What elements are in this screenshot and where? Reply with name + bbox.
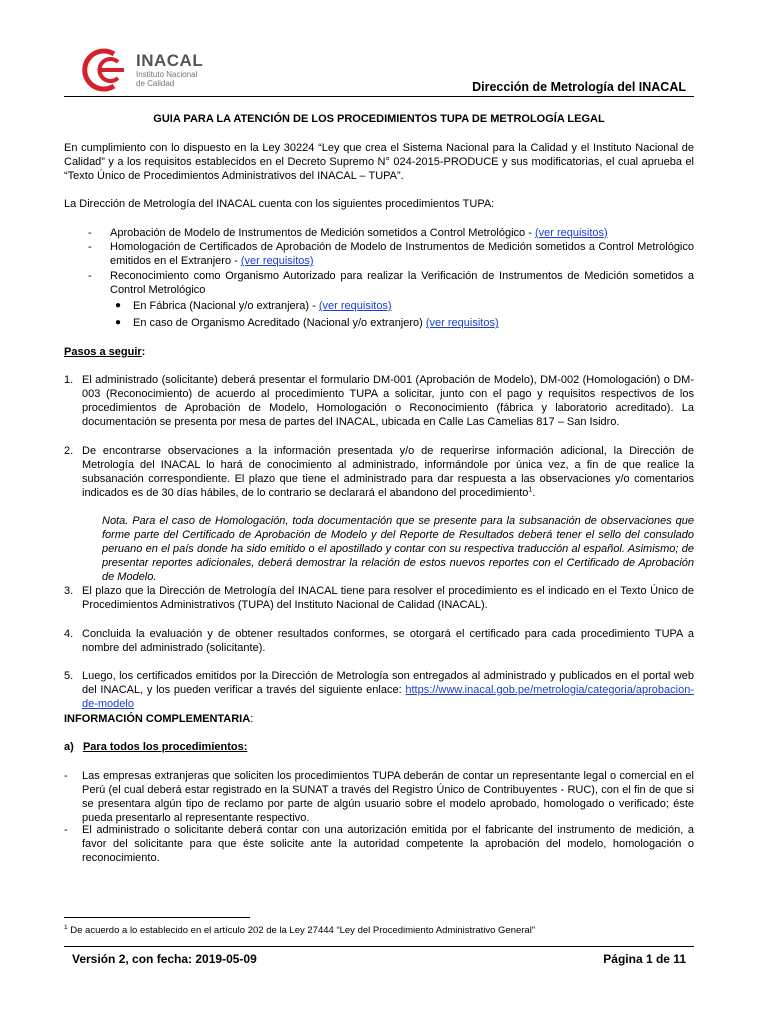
procedures-list [0,226,768,336]
procedure-item: Aprobación de Modelo de Instrumentos de Medición sometidos a Control Metrológico - (ver requisitos) [110,227,608,239]
page-number: Página 1 de 11 [603,952,686,966]
logo-name: INACAL [136,51,204,70]
procedure-item: Reconocimiento como Organismo Autorizado para realizar la Verificación de Instrumentos de Medición sometidos a Control Metrológico [110,270,694,296]
step-text: Luego, los certificados emitidos por la Dirección de Metrología son entregados al administrado y publicados en el portal web del INACAL, y los pueden verificar a través del siguiente enlace: https://www.inacal.gob.pe/metrologia/categoria/aprobacion-de-modelo [82,670,694,710]
list-dash: - [88,270,92,282]
list-dash: - [88,241,92,253]
homologation-note: Nota. Para el caso de Homologación, toda documentación que se presente para la subsanación de observaciones que forme parte del Certificado de Aprobación de Modelo y del Reporte de Resultados deberá tener el sello del consulado peruano en el país donde ha sido emitido o el apostillado y contar con su respectiva traducción al español. Asimismo; de presentar reportes adicionales, deberá demostrar la relación de estos nuevos reportes con el Certificado de Aprobación de Modelo. [102,515,694,583]
step-number: 1. [64,374,74,386]
sub-procedure-item: En caso de Organismo Acreditado (Nacional y/o extranjero) (ver requisitos) [133,317,499,329]
procedures-intro: La Dirección de Metrología del INACAL cuenta con los siguientes procedimientos TUPA: [64,198,495,210]
list-dash: - [88,227,92,239]
procedure-item: Homologación de Certificados de Aprobación de Modelo de Instrumentos de Medición sometidos a Control Metrológico emitidos en el Extranjero - (ver requisitos) [110,241,694,267]
step-number: 4. [64,628,74,640]
requirements-link[interactable]: (ver requisitos) [318,300,392,312]
step-text: De encontrarse observaciones a la información presentada y/o de requerirse información adicional, la Dirección de Metrología del INACAL lo hará de conocimiento al administrado, informándole por única vez, a fin de que realice la subsanación correspondiente. El plazo que tiene el administrado para dar respuesta a las observaciones y/o comentarios indicados es de 30 días hábiles, de lo contrario se declarará el abandono del procedimiento$^1$. [82,445,694,499]
logo-subtitle: Instituto Nacional [136,70,198,79]
requirements-link[interactable]: (ver requisitos) [425,317,499,329]
step-text: Concluida la evaluación y de obtener resultados conformes, se otorgará el certificado para cada procedimiento TUPA a nombre del administrado (solicitante). [82,628,694,654]
step-text: El plazo que la Dirección de Metrología del INACAL tiene para resolver el procedimiento es el indicado en el Texto Único de Procedimientos Administrativos (TUPA) del Instituto Nacional de Calidad (INACAL). [82,585,694,611]
step-text: El administrado (solicitante) deberá presentar el formulario DM-001 (Aprobación de Modelo), DM-002 (Homologación) o DM-003 (Reconocimiento) de acuerdo al procedimiento TUPA a solicitar, junto con el pago y requisitos respectivos de los procedimientos de Aprobación de Modelo, Homologación o Reconocimiento (fábrica y laboratorio acreditado). La documentación se presenta por mesa de partes del INACAL, ubicada en Calle Las Camelias 817 – San Isidro. [82,374,694,428]
footnote-ref: 1 [528,486,533,494]
bullet-icon: ● [115,300,122,311]
section-a-item: El administrado o solicitante deberá contar con una autorización emitida por el fabricante del instrumento de medición, a favor del solicitante para que éste solicite ante la autoridad competente la aprobación del modelo, homologación o reconocimiento. [82,824,694,864]
steps-heading: Pasos a seguir: [64,346,146,358]
header-title: Dirección de Metrología del INACAL [472,80,686,94]
inacal-logo-icon [80,48,130,92]
step-number: 5. [64,670,74,682]
version-label: Versión 2, con fecha: 2019-05-09 [72,952,257,966]
step-number: 2. [64,445,74,457]
section-a-heading: a) Para todos los procedimientos: [64,741,248,753]
sub-procedure-item: En Fábrica (Nacional y/o extranjera) - (ver requisitos) [133,300,392,312]
section-a-item: Las empresas extranjeras que soliciten los procedimientos TUPA deberán de contar un representante legal o comercial en el Perú (el cual deberá estar registrado en la SUNAT a través del Registro Único de Contribuyentes - RUC), con el fin de que si se presentara algún tipo de reclamo por parte de algún usuario sobre el modelo aprobado, homologado o verificado; éste pueda presentarlo al representante respectivo. [82,770,694,824]
header-divider [64,96,694,97]
step-number: 3. [64,585,74,597]
document-title: GUIA PARA LA ATENCIÓN DE LOS PROCEDIMIENTOS TUPA DE METROLOGÍA LEGAL [153,113,605,125]
list-dash: - [64,824,68,836]
logo-subtitle: de Calidad [136,79,175,88]
complementary-heading: INFORMACIÓN COMPLEMENTARIA: [64,713,254,725]
bullet-icon: ● [115,317,122,328]
model-approval-url-link[interactable]: https://www.inacal.gob.pe/metrologia/categoria/aprobacion-de-modelo [82,684,694,710]
requirements-link[interactable]: (ver requisitos) [534,227,608,239]
intro-paragraph: En cumplimiento con lo dispuesto en la Ley 30224 “Ley que crea el Sistema Nacional para la Calidad y el Instituto Nacional de Calidad” y a los requisitos establecidos en el Decreto Supremo N° 024-2015-PRODUCE y sus modificatorias, el cual aprueba el “Texto Único de Procedimientos Administrativos del INACAL – TUPA”. [64,142,694,182]
footnote: $^1$ De acuerdo a lo establecido en el artículo 202 de la Ley 27444 “Ley del Procedimiento Administrativo General” [64,923,535,936]
requirements-link[interactable]: (ver requisitos) [240,255,314,267]
inacal-logo [78,44,204,94]
footer-divider [64,946,694,947]
list-dash: - [64,770,68,782]
footnote-divider [64,917,250,918]
